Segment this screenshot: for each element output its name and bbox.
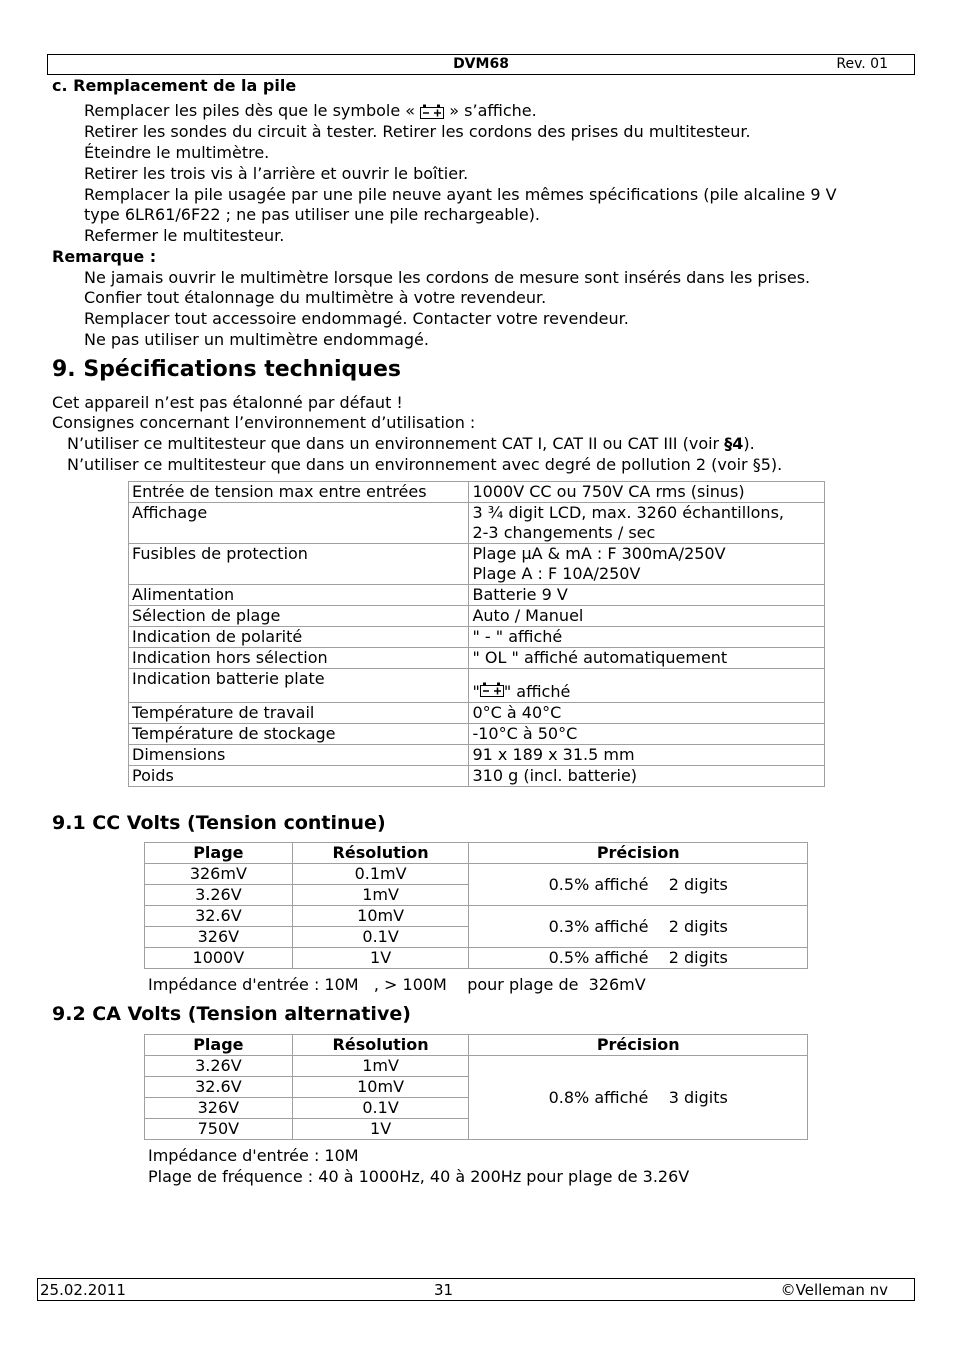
spec-value: -10°C à 50°C (469, 724, 825, 745)
resolution-cell: 1mV (292, 885, 469, 906)
spec-table (128, 481, 825, 787)
spec-intro-3-end: ). (743, 434, 755, 453)
spec-intro-2: Consignes concernant l’environnement d’utilisation : (52, 413, 476, 432)
resolution-cell: 10mV (292, 1077, 469, 1098)
spec-value: " - " affiché (469, 627, 825, 648)
range-cell: 326V (145, 927, 293, 948)
range-cell: 326mV (145, 864, 293, 885)
resolution-cell: 0.1V (292, 927, 469, 948)
resolution-cell: 10mV (292, 906, 469, 927)
spec-intro-3-text: N’utiliser ce multitesteur que dans un environnement CAT I, CAT II ou CAT III (voir (67, 434, 725, 453)
ac-volts-table (144, 1034, 808, 1140)
spec-label: Poids (129, 766, 469, 787)
section-9-title: 9. Spécifications techniques (52, 357, 401, 382)
battery-line-3: Éteindre le multimètre. (84, 143, 270, 162)
battery-line-5: Remplacer la pile usagée par une pile neuve ayant les mêmes spécifications (pile alcaline 9 V (84, 185, 837, 204)
spec-value: Auto / Manuel (469, 606, 825, 627)
col-header-resolution: Résolution (292, 1035, 469, 1056)
spec-label: Indication batterie plate (129, 669, 469, 703)
table-header-row (145, 843, 808, 864)
table-row (129, 627, 825, 648)
footer-date: 25.02.2011 (40, 1281, 126, 1299)
range-cell: 32.6V (145, 906, 293, 927)
precision-cell: 0.5% affiché 2 digits (469, 864, 808, 906)
revision: Rev. 01 (836, 56, 888, 72)
table-row (129, 544, 825, 585)
spec-label: Température de travail (129, 703, 469, 724)
precision-cell: 0.3% affiché 2 digits (469, 906, 808, 948)
spec-label: Alimentation (129, 585, 469, 606)
col-header-range: Plage (145, 843, 293, 864)
battery-line-1-post: » s’affiche. (449, 101, 537, 120)
spec-value: 1000V CC ou 750V CA rms (sinus) (469, 482, 825, 503)
remark-line-4: Ne pas utiliser un multimètre endommagé. (84, 330, 429, 349)
spec-label: Température de stockage (129, 724, 469, 745)
resolution-cell: 1V (292, 1119, 469, 1140)
spec-value-line: 3 ¾ digit LCD, max. 3260 échantillons, (472, 503, 784, 522)
resolution-cell: 0.1V (292, 1098, 469, 1119)
section-c-title: c. Remplacement de la pile (52, 76, 297, 95)
spec-value: Batterie 9 V (469, 585, 825, 606)
spec-label: Entrée de tension max entre entrées (129, 482, 469, 503)
spec-value: 91 x 189 x 31.5 mm (469, 745, 825, 766)
ac-impedance-note: Impédance d'entrée : 10M (148, 1146, 359, 1165)
spec-intro-3 (67, 434, 755, 454)
ac-frequency-note: Plage de fréquence : 40 à 1000Hz, 40 à 200Hz pour plage de 3.26V (148, 1167, 690, 1186)
resolution-cell: 1mV (292, 1056, 469, 1077)
spec-value: 310 g (incl. batterie) (469, 766, 825, 787)
range-cell: 32.6V (145, 1077, 293, 1098)
resolution-cell: 1V (292, 948, 469, 969)
table-row (129, 585, 825, 606)
battery-line-2: Retirer les sondes du circuit à tester. Retirer les cordons des prises du multitesteur. (84, 122, 751, 141)
col-header-range: Plage (145, 1035, 293, 1056)
range-cell: 3.26V (145, 1056, 293, 1077)
col-header-precision: Précision (469, 843, 808, 864)
spec-label: Indication hors sélection (129, 648, 469, 669)
spec-value-line: 2-3 changements / sec (472, 523, 656, 542)
battery-line-6: type 6LR61/6F22 ; ne pas utiliser une pile rechargeable). (84, 205, 541, 224)
quote-close: " affiché (503, 682, 571, 701)
section-ref-link: §4 (724, 434, 744, 453)
battery-line-7: Refermer le multitesteur. (84, 226, 285, 245)
table-row (129, 745, 825, 766)
range-cell: 1000V (145, 948, 293, 969)
battery-icon (480, 682, 504, 697)
range-cell: 3.26V (145, 885, 293, 906)
spec-value-line: Plage µA & mA : F 300mA/250V (472, 544, 726, 563)
spec-value: 0°C à 40°C (469, 703, 825, 724)
resolution-cell: 0.1mV (292, 864, 469, 885)
range-cell: 326V (145, 1098, 293, 1119)
ac-volts-title: 9.2 CA Volts (Tension alternative) (52, 1003, 411, 1025)
remark-title: Remarque : (52, 247, 157, 266)
spec-label: Indication de polarité (129, 627, 469, 648)
spec-label: Sélection de plage (129, 606, 469, 627)
spec-intro-1: Cet appareil n’est pas étalonné par défaut ! (52, 393, 403, 412)
precision-cell: 0.8% affiché 3 digits (469, 1056, 808, 1140)
range-cell: 750V (145, 1119, 293, 1140)
table-row (129, 703, 825, 724)
battery-line-4: Retirer les trois vis à l’arrière et ouvrir le boîtier. (84, 164, 469, 183)
col-header-resolution: Résolution (292, 843, 469, 864)
remark-line-3: Remplacer tout accessoire endommagé. Contacter votre revendeur. (84, 309, 629, 328)
page-footer (37, 1278, 915, 1301)
dc-volts-title: 9.1 CC Volts (Tension continue) (52, 812, 386, 834)
spec-label: Fusibles de protection (129, 544, 469, 585)
quote-open: " (472, 682, 480, 701)
dc-impedance-note: Impédance d'entrée : 10M , > 100M pour plage de 326mV (148, 975, 646, 994)
table-row (145, 906, 808, 927)
table-row (129, 766, 825, 787)
remark-line-1: Ne jamais ouvrir le multimètre lorsque les cordons de mesure sont insérés dans les prises. (84, 268, 811, 287)
battery-icon (420, 104, 444, 119)
spec-intro-4: N’utiliser ce multitesteur que dans un environnement avec degré de pollution 2 (voir §5). (67, 455, 783, 474)
dc-volts-table (144, 842, 808, 969)
table-row (129, 669, 825, 703)
spec-label: Affichage (129, 503, 469, 544)
spec-value: " OL " affiché automatiquement (469, 648, 825, 669)
spec-value-line: Plage A : F 10A/250V (472, 564, 641, 583)
battery-line-1 (84, 101, 537, 121)
col-header-precision: Précision (469, 1035, 808, 1056)
remark-line-2: Confier tout étalonnage du multimètre à votre revendeur. (84, 288, 547, 307)
table-row (145, 864, 808, 885)
spec-value (469, 503, 825, 544)
table-header-row (145, 1035, 808, 1056)
table-row (129, 606, 825, 627)
page-number: 31 (434, 1281, 454, 1299)
table-row (145, 1056, 808, 1077)
footer-copyright: ©Velleman nv (780, 1281, 888, 1299)
table-row (129, 724, 825, 745)
precision-cell: 0.5% affiché 2 digits (469, 948, 808, 969)
spec-value (469, 669, 825, 703)
table-row (129, 648, 825, 669)
spec-value (469, 544, 825, 585)
table-row (129, 482, 825, 503)
table-row (129, 503, 825, 544)
model-name: DVM68 (453, 56, 509, 72)
page-header (47, 54, 915, 75)
spec-label: Dimensions (129, 745, 469, 766)
table-row (145, 948, 808, 969)
battery-line-1-pre: Remplacer les piles dès que le symbole « (84, 101, 416, 120)
